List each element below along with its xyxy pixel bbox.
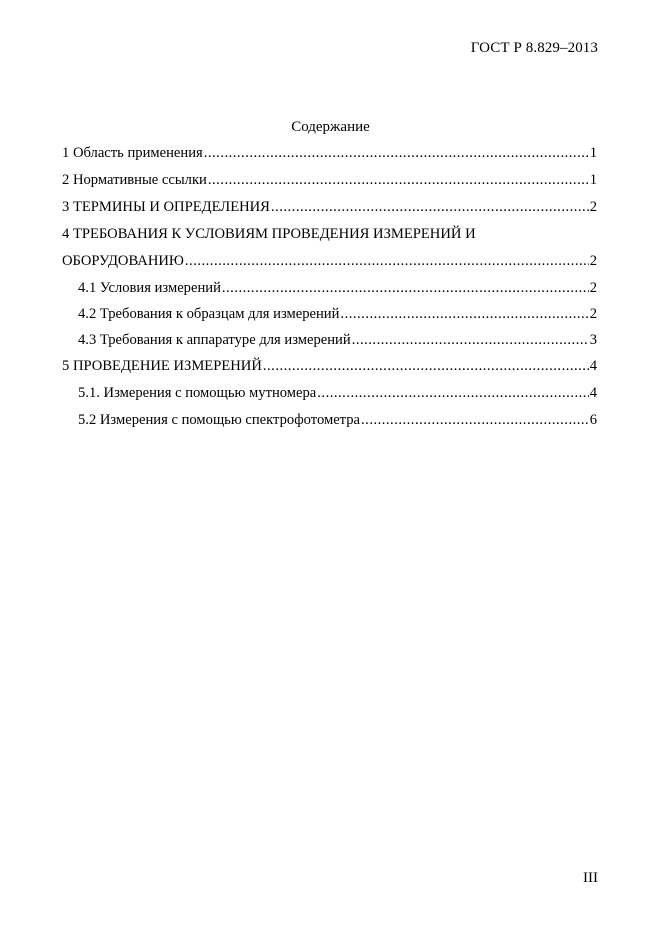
toc-entry-page: 1	[589, 172, 597, 188]
toc-entry-4-line1[interactable]: 4 ТРЕБОВАНИЯ К УСЛОВИЯМ ПРОВЕДЕНИЯ ИЗМЕРЕНИЙ И	[62, 226, 476, 242]
toc-entry-page: 4	[589, 385, 597, 401]
toc-title: Содержание	[291, 119, 370, 135]
dot-leader	[222, 280, 589, 297]
dot-leader	[185, 253, 589, 270]
toc-entry-4-1[interactable]	[78, 280, 597, 302]
toc-entry-5-2[interactable]	[78, 412, 597, 434]
toc-entry-label: 4.1 Условия измерений	[78, 280, 221, 296]
toc-entry-label: 3 ТЕРМИНЫ И ОПРЕДЕЛЕНИЯ	[62, 199, 270, 215]
toc-entry-4-2[interactable]	[78, 306, 597, 328]
toc-entry-label: 5.1. Измерения с помощью мутномера	[78, 385, 317, 401]
toc-entry-5[interactable]	[62, 358, 597, 380]
toc-entry-2[interactable]	[62, 172, 597, 194]
document-header: ГОСТ Р 8.829–2013	[470, 40, 598, 56]
toc-entry-page: 2	[589, 306, 597, 322]
dot-leader	[317, 385, 588, 402]
dot-leader	[361, 412, 589, 429]
toc-entry-4-3[interactable]	[78, 332, 597, 354]
toc-entry-label: 5 ПРОВЕДЕНИЕ ИЗМЕРЕНИЙ	[62, 358, 262, 374]
toc-entry-label: 4.2 Требования к образцам для измерений	[78, 306, 340, 322]
toc-entry-label: 2 Нормативные ссылки	[62, 172, 207, 188]
toc-entry-page: 2	[589, 280, 597, 296]
dot-leader	[208, 172, 589, 189]
toc-entry-3[interactable]	[62, 199, 597, 221]
toc-entry-label: 1 Область применения	[62, 145, 203, 161]
toc-entry-page: 4	[589, 358, 597, 374]
dot-leader	[204, 145, 589, 162]
toc-entry-label: 4.3 Требования к аппаратуре для измерений	[78, 332, 351, 348]
toc-entry-page: 6	[589, 412, 597, 428]
toc-entry-page: 3	[589, 332, 597, 348]
toc-entry-page: 1	[589, 145, 597, 161]
toc-entry-label: ОБОРУДОВАНИЮ	[62, 253, 184, 269]
toc-entry-page: 2	[589, 199, 597, 215]
toc-entry-4[interactable]	[62, 253, 597, 275]
toc-entry-1[interactable]	[62, 145, 597, 167]
toc-entry-page: 2	[589, 253, 597, 269]
toc-entry-5-1[interactable]	[78, 385, 597, 407]
toc-entry-label: 5.2 Измерения с помощью спектрофотометра	[78, 412, 361, 428]
dot-leader	[263, 358, 589, 375]
dot-leader	[271, 199, 589, 216]
page-number: III	[583, 870, 598, 886]
dot-leader	[352, 332, 589, 349]
dot-leader	[340, 306, 588, 323]
